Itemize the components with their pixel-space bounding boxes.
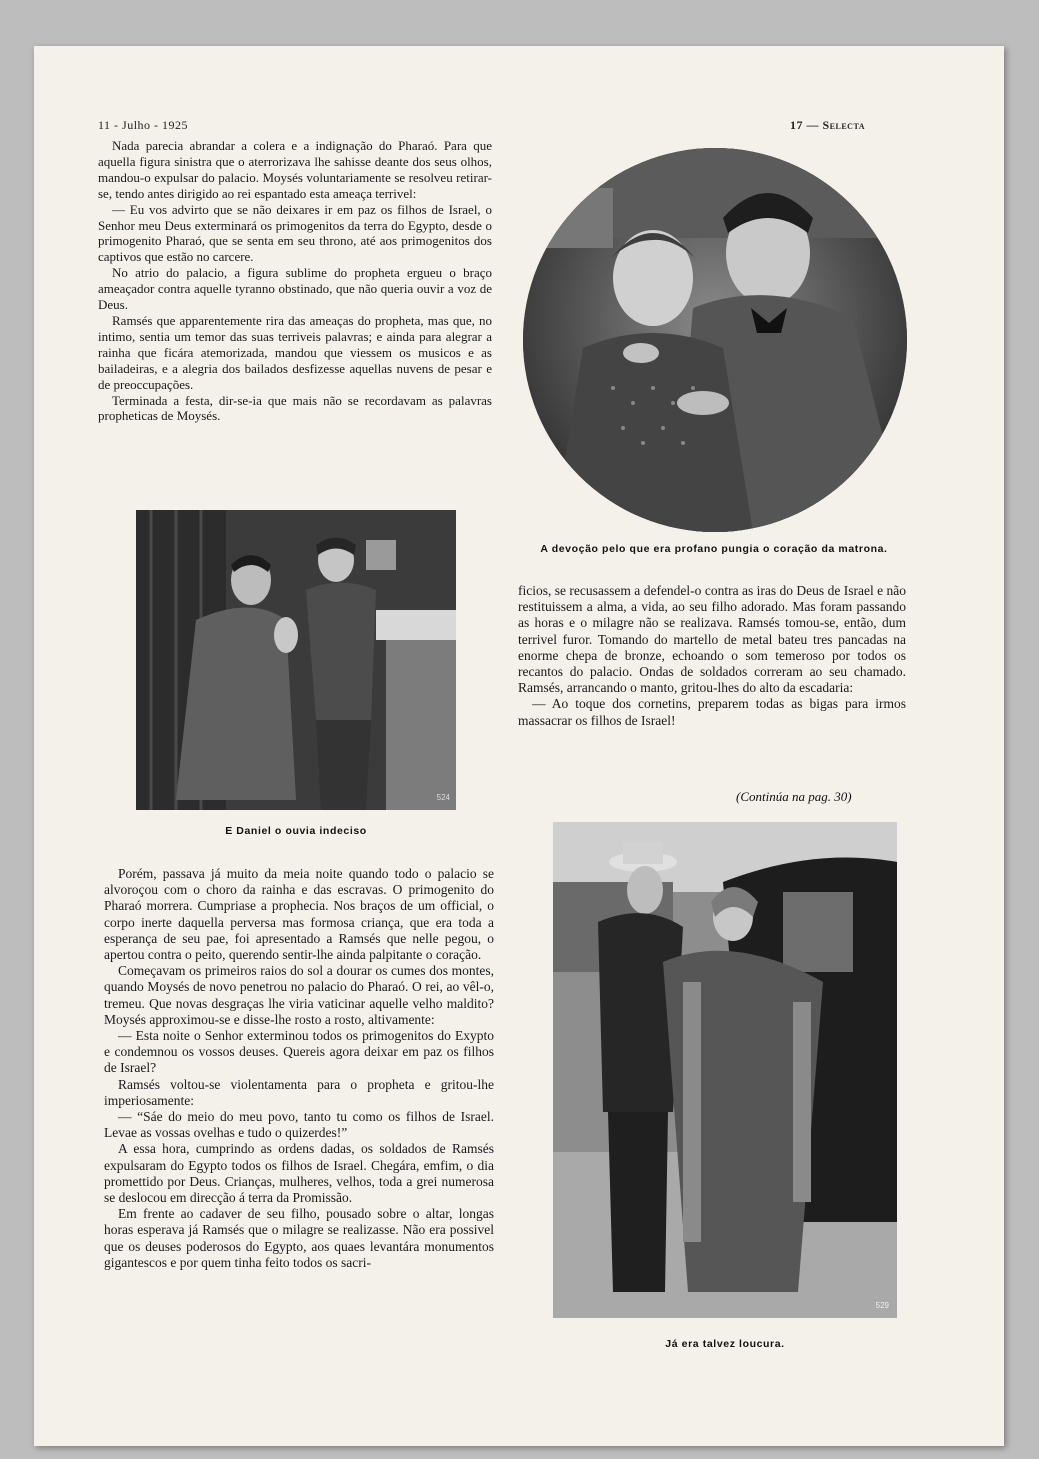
paragraph: Ramsés voltou-se violentamenta para o propheta e gritou-lhe imperiosamente:: [104, 1076, 494, 1108]
photo-number-mark: 524: [436, 793, 450, 802]
photo-couple-by-car: [553, 822, 897, 1318]
paragraph: ficios, se recusassem a defendel-o contra as iras do Deus de Israel e não restituissem a alma, a vida, ao seu filho adorado. Mas foram passando as horas e o milagre não se realizava. Ramsés tomou-se, então, dum terrivel furor. Tomando do martello de metal bateu tres pancadas na enorme chepa de bronze, echoando o som temeroso por todos os recantos do palacio. Ondas de soldados correram ao seu chamado. Ramsés, arrancando o manto, gritou-lhes do alto da escadaria:: [518, 583, 906, 696]
paragraph: Em frente ao cadaver de seu filho, pousado sobre o altar, longas horas esperava já Ramsés que o milagre se realizasse. Não era possivel que os deuses poderosos do Egypto, aos quaes levantára monumentos gigantescos e por quem tinha feito todos os sacri-: [104, 1206, 494, 1270]
paragraph: Ramsés que apparentemente rira das ameaças do propheta, mas que, no intimo, sentia um temor das suas terriveis palavras; e ainda para alegrar a rainha que ficára atemorizada, mandou que viessem os musicos e as bailadeiras, e a alegria dos bailados desfizesse aquellas nuvens de pesar e de preoccupações.: [98, 312, 492, 392]
article-column-top-left: [98, 138, 492, 424]
article-column-bottom-left: [104, 866, 494, 1271]
paragraph: Nada parecia abrandar a colera e a indignação do Pharaó. Para que aquella figura sinistra que o aterrorizava lhe sahisse deante dos seus olhos, mandou-o expulsar do palacio. Moysés voluntariamente se resolveu retirar-se, tendo antes dirigido ao rei espantado esta ameaça terrivel:: [98, 138, 492, 201]
header-date: 11 - Julho - 1925: [98, 118, 189, 132]
caption-right-photo: Já era talvez loucura.: [665, 1338, 785, 1350]
paragraph: — Esta noite o Senhor exterminou todos os primogenitos do Exypto e condemnou os vossos deuses. Quereis agora deixar em paz os filhos de Israel?: [104, 1028, 494, 1076]
paragraph: Porém, passava já muito da meia noite quando todo o palacio se alvoroçou com o choro da rainha e das escravas. O primogenito do Pharaó morrera. Cumpriase a prophecia. Nos braços de um official, o corpo inerte daquella perversa mas formosa criança, que era toda a esperança de seu pae, foi apresentado a Ramsés que nelle pegou, o apertou contra o peito, querendo sentir-lhe ainda palpitante o coração.: [104, 866, 494, 963]
paragraph: — “Sáe do meio do meu povo, tanto tu como os filhos de Israel. Levae as vossas ovelhas e tudo o quizerdes!”: [104, 1109, 494, 1141]
paragraph: A essa hora, cumprindo as ordens dadas, os soldados de Ramsés expulsaram do Egypto todos os filhos de Israel. Chegára, emfim, o dia promettido por Deus. Crianças, mulheres, velhos, toda a grei numerosa se deslocou em direcção á terra da Promissão.: [104, 1141, 494, 1206]
paragraph: — Ao toque dos cornetins, preparem todas as bigas para irmos massacrar os filhos de Israel!: [518, 696, 906, 728]
photo-number-mark: 529: [875, 1301, 889, 1310]
paragraph: No atrio do palacio, a figura sublime do propheta ergueu o braço ameaçador contra aquelle tyranno obstinado, que não queria ouvir a voz de Deus.: [98, 265, 492, 313]
caption-left-photo: E Daniel o ouvia indeciso: [225, 825, 367, 837]
paragraph: Começavam os primeiros raios do sol a dourar os cumes dos montes, quando Moysés de novo penetrou no palacio do Pharaó. O rei, ao vêl-o, tremeu. Que novas desgraças lhe viria vaticinar aquelle velho maldito? Moysés approximou-se e disse-lhe rosto a rosto, altivamente:: [104, 963, 494, 1027]
paragraph: Terminada a festa, dir-se-ia que mais não se recordavam as palavras propheticas de Moysés.: [98, 392, 492, 424]
caption-circular-photo: A devoção pelo que era profano pungia o coração da matrona.: [540, 543, 888, 555]
article-column-right: [518, 583, 906, 729]
continuation-note: (Continúa na pag. 30): [736, 789, 852, 804]
circular-photo-mother-and-son: [523, 148, 907, 532]
photo-daniel: [136, 510, 456, 810]
paragraph: — Eu vos advirto que se não deixares ir em paz os filhos de Israel, o Senhor meu Deus exterminará os primogenitos da terra do Egypto, desde o primogenito Pharaó, que se senta em seu throno, até aos primogenitos dos captivos que estão no carcere.: [98, 201, 492, 265]
header-page-number: 17 — Selecta: [790, 118, 865, 132]
